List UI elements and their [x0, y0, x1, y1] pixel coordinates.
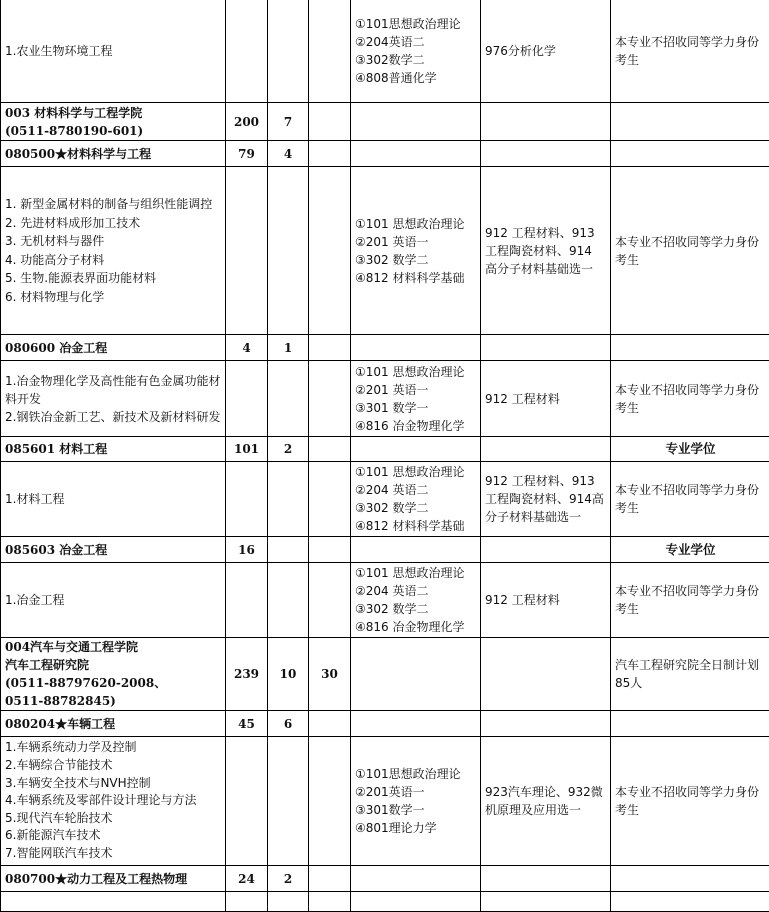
major-cell: 080700★动力工程及工程热物理 [1, 866, 226, 892]
exam-subject: ②204 英语二 [355, 582, 476, 600]
total-cell: 24 [226, 866, 268, 892]
notes-cell: 本专业不招收同等学力身份考生 [611, 361, 769, 437]
total-cell [226, 462, 268, 537]
exam-subject: ④808普通化学 [355, 69, 476, 87]
exam-subject: ③302 数学二 [355, 499, 476, 517]
research-direction: 2. 先进材料成形加工技术 [5, 214, 221, 233]
exam-subjects-cell [351, 103, 481, 141]
notes-cell: 本专业不招收同等学力身份考生 [611, 563, 769, 638]
exam-subject: ①101 思想政治理论 [355, 215, 476, 233]
total-cell [226, 737, 268, 866]
retest-subjects-cell: 912 工程材料、913 工程陶瓷材料、914 高分子材料基础选一 [481, 167, 611, 335]
school-phone: 0511-88782845) [5, 692, 221, 710]
research-directions-cell [1, 563, 226, 638]
exam-subject: ②204英语二 [355, 33, 476, 51]
table-row [1, 335, 769, 361]
major-cell: 080500★材料科学与工程 [1, 141, 226, 167]
research-direction: 1.车辆系统动力学及控制 [5, 739, 221, 757]
notes-cell: 本专业不招收同等学力身份考生 [611, 0, 769, 103]
extra-cell [309, 0, 351, 103]
total-cell: 4 [226, 335, 268, 361]
extra-cell [309, 335, 351, 361]
school-name: 汽车工程研究院 [5, 656, 221, 674]
research-direction: 5.现代汽车轮胎技术 [5, 810, 221, 828]
exam-subject: ③301 数学一 [355, 399, 476, 417]
school-phone: (0511-8780190-601) [5, 122, 221, 140]
table-row [1, 563, 769, 638]
exam-subjects-cell [351, 892, 481, 912]
retest-subjects-cell [481, 892, 611, 912]
research-direction: 1. 新型金属材料的制备与组织性能调控 [5, 195, 221, 214]
extra-cell: 30 [309, 638, 351, 711]
tuimian-cell: 10 [268, 638, 309, 711]
table-row [1, 103, 769, 141]
research-direction: 5. 生物.能源表界面功能材料 [5, 269, 221, 288]
total-cell [226, 0, 268, 103]
notes-cell: 汽车工程研究院全日制计划85人 [611, 638, 769, 711]
exam-subject: ④801理论力学 [355, 819, 476, 837]
retest-subjects-cell [481, 335, 611, 361]
exam-subjects-cell [351, 0, 481, 103]
notes-cell [611, 335, 769, 361]
tuimian-cell [268, 462, 309, 537]
tuimian-cell [268, 737, 309, 866]
degree-type-badge: 专业学位 [611, 537, 769, 563]
research-direction: 6.新能源汽车技术 [5, 827, 221, 845]
retest-subjects-cell: 923汽车理论、932微机原理及应用选一 [481, 737, 611, 866]
table-row [1, 711, 769, 737]
exam-subjects-cell [351, 361, 481, 437]
table-row [1, 141, 769, 167]
research-direction: 1.农业生物环境工程 [5, 42, 221, 60]
exam-subject: ④812 材料科学基础 [355, 269, 476, 287]
table-row [1, 361, 769, 437]
exam-subjects-cell [351, 537, 481, 563]
research-direction: 2.钢铁冶金新工艺、新技术及新材料研发 [5, 408, 221, 426]
research-direction: 7.智能网联汽车技术 [5, 845, 221, 863]
research-directions-cell [1, 167, 226, 335]
tuimian-cell: 7 [268, 103, 309, 141]
exam-subject: ③301数学一 [355, 801, 476, 819]
exam-subject: ④816 冶金物理化学 [355, 618, 476, 636]
research-direction: 4. 功能高分子材料 [5, 251, 221, 270]
tuimian-cell: 2 [268, 437, 309, 462]
exam-subjects-cell [351, 167, 481, 335]
retest-subjects-cell [481, 141, 611, 167]
total-cell: 101 [226, 437, 268, 462]
extra-cell [309, 866, 351, 892]
table-row [1, 866, 769, 892]
table-row [1, 892, 769, 912]
tuimian-cell [268, 537, 309, 563]
exam-subject: ③302数学二 [355, 51, 476, 69]
extra-cell [309, 737, 351, 866]
tuimian-cell: 6 [268, 711, 309, 737]
table-row [1, 462, 769, 537]
notes-cell [611, 892, 769, 912]
degree-type-badge: 专业学位 [611, 437, 769, 462]
retest-subjects-cell [481, 638, 611, 711]
table-row [1, 638, 769, 711]
notes-cell [611, 711, 769, 737]
retest-subjects-cell [481, 866, 611, 892]
exam-subject: ①101 思想政治理论 [355, 463, 476, 481]
exam-subject: ③302 数学二 [355, 251, 476, 269]
exam-subjects-cell [351, 437, 481, 462]
total-cell: 16 [226, 537, 268, 563]
school-name: 003 材料科学与工程学院 [5, 104, 221, 122]
exam-subject: ①101 思想政治理论 [355, 363, 476, 381]
school-cell [1, 103, 226, 141]
exam-subjects-cell [351, 141, 481, 167]
exam-subjects-cell [351, 638, 481, 711]
major-cell: 080600 冶金工程 [1, 335, 226, 361]
extra-cell [309, 437, 351, 462]
retest-subjects-cell: 912 工程材料 [481, 563, 611, 638]
school-name: 004汽车与交通工程学院 [5, 638, 221, 656]
total-cell [226, 563, 268, 638]
tuimian-cell [268, 563, 309, 638]
extra-cell [309, 892, 351, 912]
exam-subjects-cell [351, 563, 481, 638]
total-cell [226, 167, 268, 335]
exam-subject: ③302 数学二 [355, 600, 476, 618]
exam-subject: ④816 冶金物理化学 [355, 417, 476, 435]
extra-cell [309, 711, 351, 737]
research-directions-cell [1, 361, 226, 437]
exam-subject: ②201英语一 [355, 783, 476, 801]
exam-subject: ④812 材料科学基础 [355, 517, 476, 535]
research-direction: 1.冶金物理化学及高性能有色金属功能材料开发 [5, 372, 221, 408]
tuimian-cell [268, 361, 309, 437]
exam-subject: ①101思想政治理论 [355, 15, 476, 33]
total-cell [226, 361, 268, 437]
major-cell: 080204★车辆工程 [1, 711, 226, 737]
research-direction: 1.材料工程 [5, 490, 221, 508]
extra-cell [309, 537, 351, 563]
tuimian-cell: 2 [268, 866, 309, 892]
total-cell: 79 [226, 141, 268, 167]
table-row [1, 0, 769, 103]
major-cell: 085601 材料工程 [1, 437, 226, 462]
exam-subject: ②201 英语一 [355, 381, 476, 399]
research-direction: 6. 材料物理与化学 [5, 288, 221, 307]
extra-cell [309, 167, 351, 335]
notes-cell: 本专业不招收同等学力身份考生 [611, 462, 769, 537]
notes-cell: 本专业不招收同等学力身份考生 [611, 167, 769, 335]
retest-subjects-cell [481, 103, 611, 141]
research-direction: 4.车辆系统及零部件设计理论与方法 [5, 792, 221, 810]
exam-subjects-cell [351, 711, 481, 737]
notes-cell: 本专业不招收同等学力身份考生 [611, 737, 769, 866]
exam-subjects-cell [351, 737, 481, 866]
extra-cell [309, 563, 351, 638]
research-directions-cell [1, 892, 226, 912]
research-direction: 3.车辆安全技术与NVH控制 [5, 775, 221, 793]
exam-subjects-cell [351, 335, 481, 361]
table-row [1, 437, 769, 462]
extra-cell [309, 141, 351, 167]
exam-subject: ①101思想政治理论 [355, 765, 476, 783]
exam-subject: ②201 英语一 [355, 233, 476, 251]
extra-cell [309, 361, 351, 437]
research-directions-cell [1, 462, 226, 537]
notes-cell [611, 866, 769, 892]
extra-cell [309, 462, 351, 537]
total-cell [226, 892, 268, 912]
exam-subjects-cell [351, 462, 481, 537]
exam-subject: ②204 英语二 [355, 481, 476, 499]
exam-subjects-cell [351, 866, 481, 892]
tuimian-cell [268, 0, 309, 103]
table-row [1, 167, 769, 335]
tuimian-cell [268, 892, 309, 912]
school-phone: (0511-88797620-2008、 [5, 674, 221, 692]
research-direction: 2.车辆综合节能技术 [5, 757, 221, 775]
tuimian-cell: 4 [268, 141, 309, 167]
research-directions-cell [1, 0, 226, 103]
exam-subject: ①101 思想政治理论 [355, 564, 476, 582]
retest-subjects-cell: 912 工程材料、913 工程陶瓷材料、914高分子材料基础选一 [481, 462, 611, 537]
major-cell: 085603 冶金工程 [1, 537, 226, 563]
total-cell: 239 [226, 638, 268, 711]
tuimian-cell: 1 [268, 335, 309, 361]
retest-subjects-cell [481, 711, 611, 737]
retest-subjects-cell: 976分析化学 [481, 0, 611, 103]
table-row [1, 737, 769, 866]
total-cell: 200 [226, 103, 268, 141]
research-direction: 1.冶金工程 [5, 591, 221, 609]
tuimian-cell [268, 167, 309, 335]
school-cell [1, 638, 226, 711]
notes-cell [611, 141, 769, 167]
retest-subjects-cell: 912 工程材料 [481, 361, 611, 437]
research-direction: 3. 无机材料与器件 [5, 232, 221, 251]
total-cell: 45 [226, 711, 268, 737]
table-row [1, 537, 769, 563]
retest-subjects-cell [481, 537, 611, 563]
retest-subjects-cell [481, 437, 611, 462]
research-directions-cell [1, 737, 226, 866]
extra-cell [309, 103, 351, 141]
notes-cell [611, 103, 769, 141]
